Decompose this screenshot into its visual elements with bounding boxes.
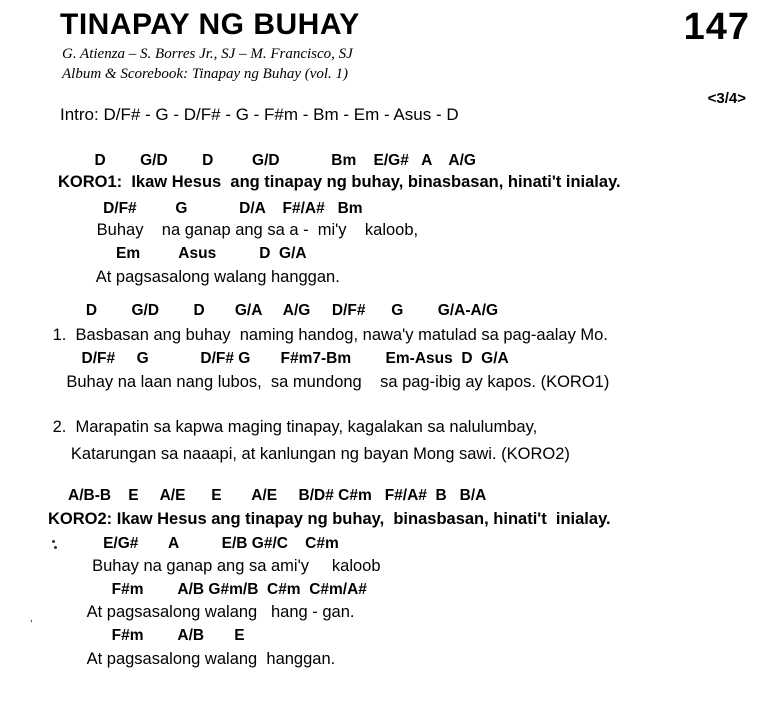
verse1-lyric-2: Buhay na laan nang lubos, sa mundong sa pag-ibig ay kapos. (KORO1) xyxy=(48,373,610,391)
verse2-lyric-2: Katarungan sa naaapi, at kanlungan ng bayan Mong sawi. (KORO2) xyxy=(48,445,570,463)
koro2-lyric-2: Buhay na ganap ang sa ami'y kaloob xyxy=(60,557,381,575)
margin-mark-tick: ‚ xyxy=(30,610,33,624)
koro1-chords-2: D/F# G D/A F#/A# Bm xyxy=(60,200,363,217)
song-number: 147 xyxy=(683,6,750,48)
margin-mark-dot-upper xyxy=(52,540,55,543)
album-credits: Album & Scorebook: Tinapay ng Buhay (vol. 1) xyxy=(62,66,349,82)
intro-chords: D/F# - G - D/F# - G - F#m - Bm - Em - Asus - D xyxy=(103,105,459,124)
verse1-chords-1: D G/D D G/A A/G D/F# G G/A-A/G xyxy=(60,302,499,319)
koro1-chords-1: D G/D D G/D Bm E/G# A A/G xyxy=(60,152,476,169)
page-title: TINAPAY NG BUHAY xyxy=(60,8,360,41)
verse1-lyric-1: 1. Basbasan ang buhay naming handog, nawa'y matulad sa pag-aalay Mo. xyxy=(48,326,608,344)
koro1-chords-3: Em Asus D G/A xyxy=(60,245,307,262)
koro2-lyric-4: At pagsasalong walang hanggan. xyxy=(60,650,336,668)
koro2-chords-3: F#m A/B G#m/B C#m C#m/A# xyxy=(60,581,367,598)
verse1-chords-2: D/F# G D/F# G F#m7-Bm Em-Asus D G/A xyxy=(60,350,509,367)
koro2-chords-2: E/G# A E/B G#/C C#m xyxy=(60,535,339,552)
time-signature: <3/4> xyxy=(707,90,746,107)
composer-credits: G. Atienza – S. Borres Jr., SJ – M. Francisco, SJ xyxy=(62,46,353,62)
koro2-lyric-3: At pagsasalong walang hang - gan. xyxy=(60,603,355,621)
koro1-lyric-1: KORO1: Ikaw Hesus ang tinapay ng buhay, binasbasan, hinati't inialay. xyxy=(58,173,621,191)
intro-line xyxy=(60,105,459,125)
koro2-lyric-1: KORO2: Ikaw Hesus ang tinapay ng buhay, binasbasan, hinati't inialay. xyxy=(48,510,611,528)
koro2-chords-4: F#m A/B E xyxy=(60,627,245,644)
koro1-lyric-3: At pagsasalong walang hanggan. xyxy=(60,268,340,286)
koro2-chords-1: A/B-B E A/E E A/E B/D# C#m F#/A# B B/A xyxy=(60,487,487,504)
margin-mark-dot-lower xyxy=(54,546,57,549)
verse2-lyric-1: 2. Marapatin sa kapwa maging tinapay, kagalakan sa nalulumbay, xyxy=(48,418,538,436)
intro-label: Intro: xyxy=(60,105,99,124)
koro1-lyric-2: Buhay na ganap ang sa a - mi'y kaloob, xyxy=(60,221,419,239)
